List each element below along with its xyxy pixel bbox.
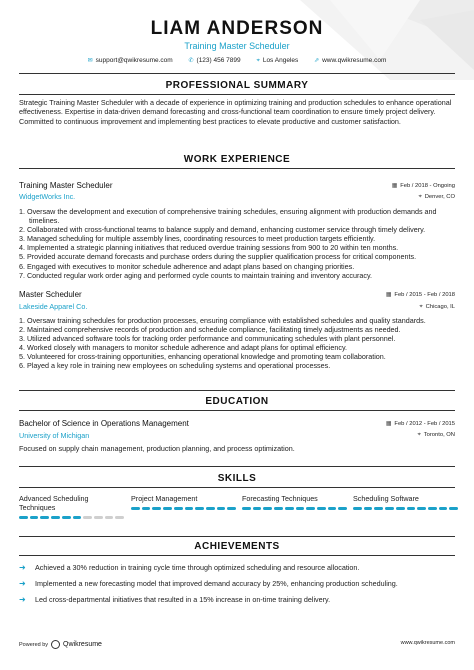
- divider: [19, 410, 455, 411]
- list-item: timelines.: [19, 216, 60, 226]
- list-item: 2. Maintained comprehensive records of production and schedule compliance, facilitating timely adjustments as needed.: [19, 325, 401, 335]
- footer-website[interactable]: www.qwikresume.com: [400, 640, 455, 646]
- skill-level-segment: [227, 507, 236, 510]
- skills-heading: SKILLS: [217, 473, 257, 484]
- degree-title: Bachelor of Science in Operations Management: [19, 419, 189, 428]
- skill-level-segment: [30, 516, 39, 519]
- divider: [19, 536, 455, 537]
- list-item: 5. Volunteered for cross-training opportunities, enhancing operational knowledge and promoting team collaboration.: [19, 352, 386, 362]
- arrow-icon: ➜: [19, 579, 26, 588]
- email-icon: ✉: [87, 58, 93, 64]
- calendar-icon: ▦: [385, 421, 392, 427]
- summary-text: Strategic Training Master Scheduler with a decade of experience in optimizing training and production schedules to enhance operational effectiveness. Expertise in data-driven demand forecasting and cross-functional team coordination to ensure timely project delivery. Committed to continuous improvement and implementing best practices to elevate productive and customer satisfaction.: [19, 98, 452, 126]
- footer-brand[interactable]: Qwikresume: [63, 640, 102, 648]
- contact-phone[interactable]: (123) 456 7899: [196, 57, 241, 64]
- skill-level-segment: [253, 507, 262, 510]
- divider: [19, 168, 455, 169]
- skill-level-segment: [285, 507, 294, 510]
- divider: [19, 73, 455, 74]
- skill-level-segment: [306, 507, 315, 510]
- location-icon: ⌖: [417, 432, 421, 438]
- qwikresume-logo-icon: [51, 640, 60, 649]
- education-description: Focused on supply chain management, production planning, and process optimization.: [19, 444, 295, 453]
- skill-item: [353, 494, 458, 503]
- skill-level-segment: [296, 507, 305, 510]
- list-item: 7. Conducted regular work order aging and performed cycle counts to maintain training and inventory accuracy.: [19, 270, 373, 280]
- calendar-icon: ▦: [385, 292, 392, 298]
- skill-level-bar: [353, 507, 458, 511]
- list-item: 6. Engaged with executives to monitor schedule adherence and adapt plans based on changing priorities.: [19, 261, 355, 271]
- list-item: 3. Utilized advanced software tools for tracking order performance and communicating schedules with plant personnel.: [19, 334, 396, 344]
- job-dates: ▦ Feb / 2015 - Feb / 2018: [385, 292, 455, 298]
- education-location: ⌖ Toronto, ON: [417, 432, 455, 438]
- list-item: 4. Worked closely with managers to monitor schedule adherence and adapt plans for optimal efficiency.: [19, 343, 348, 353]
- location-icon: ⌖: [418, 194, 422, 200]
- skill-level-segment: [396, 507, 405, 510]
- divider: [19, 487, 455, 488]
- skill-level-segment: [152, 507, 161, 510]
- achievement-item: ➜ Led cross-departmental initiatives that resulted in a 15% increase in on-time training delivery.: [19, 595, 331, 604]
- footer-powered-by: Powered by Qwikresume: [19, 640, 102, 648]
- skill-level-segment: [40, 516, 49, 519]
- list-item: 1. Oversaw training schedules for production processes, ensuring compliance with established schedules and quality standards.: [19, 316, 426, 325]
- skill-level-segment: [274, 507, 283, 510]
- skill-level-segment: [142, 507, 151, 510]
- achievement-item: ➜ Achieved a 30% reduction in training cycle time through optimized scheduling and resource allocation.: [19, 563, 360, 572]
- contact-email[interactable]: support@qwikresume.com: [95, 57, 173, 64]
- contact-bar: [0, 57, 474, 65]
- candidate-name: LIAM ANDERSON: [150, 18, 324, 39]
- skill-level-segment: [385, 507, 394, 510]
- skill-level-segment: [317, 507, 326, 510]
- skill-level-segment: [73, 516, 82, 519]
- skill-level-segment: [338, 507, 347, 510]
- skill-level-segment: [374, 507, 383, 510]
- job-location: ⌖ Denver, CO: [418, 194, 455, 200]
- skill-level-segment: [174, 507, 183, 510]
- list-item: 5. Provided accurate demand forecasts and purchase orders during the supplier qualification process for critical components.: [19, 252, 417, 262]
- skill-level-segment: [364, 507, 373, 510]
- skill-level-bar: [131, 507, 236, 511]
- skill-level-segment: [163, 507, 172, 510]
- resume-header: [0, 18, 474, 51]
- skill-level-segment: [195, 507, 204, 510]
- list-item: 1. Oversaw the development and execution of comprehensive training schedules, ensuring alignment with production demands and: [19, 207, 437, 216]
- school-name: University of Michigan: [19, 431, 90, 440]
- skill-level-bar: [19, 516, 124, 520]
- summary-heading: PROFESSIONAL SUMMARY: [165, 80, 309, 91]
- phone-icon: ✆: [188, 58, 194, 64]
- list-item: 6. Played a key role in training new employees on scheduling systems and operational processes.: [19, 361, 331, 371]
- job-company: WidgetWorks Inc.: [19, 192, 76, 201]
- skill-level-segment: [19, 516, 28, 519]
- skill-level-segment: [328, 507, 337, 510]
- skill-level-segment: [83, 516, 92, 519]
- skill-level-segment: [62, 516, 71, 519]
- skill-level-segment: [105, 516, 114, 519]
- achievements-heading: ACHIEVEMENTS: [194, 541, 280, 552]
- skill-name: Advanced Scheduling Techniques: [19, 494, 89, 512]
- skill-level-segment: [263, 507, 272, 510]
- job-bullets: [19, 207, 455, 280]
- location-icon: ⌖: [256, 58, 260, 64]
- job-title: Master Scheduler: [19, 290, 82, 299]
- contact-website[interactable]: www.qwikresume.com: [322, 57, 387, 64]
- calendar-icon: ▦: [391, 183, 398, 189]
- job-location: ⌖ Chicago, IL: [419, 304, 455, 310]
- divider: [19, 390, 455, 391]
- skill-item: [131, 494, 236, 503]
- location-icon: ⌖: [419, 304, 423, 310]
- job-title: Training Master Scheduler: [19, 181, 113, 190]
- skill-level-segment: [51, 516, 60, 519]
- skill-level-segment: [417, 507, 426, 510]
- divider: [19, 466, 455, 467]
- candidate-title: Training Master Scheduler: [184, 41, 290, 51]
- divider: [19, 94, 455, 95]
- skill-level-segment: [407, 507, 416, 510]
- achievement-item: ➜ Implemented a new forecasting model that improved demand accuracy by 25%, enhancing production scheduling.: [19, 579, 398, 588]
- job-bullets: [19, 316, 455, 371]
- list-item: 3. Managed scheduling for multiple assembly lines, coordinating resources to meet production targets efficiently.: [19, 234, 376, 244]
- skill-name: Forecasting Techniques: [242, 494, 318, 503]
- job-dates: ▦ Feb / 2018 - Ongoing: [391, 183, 455, 189]
- skill-name: Project Management: [131, 494, 198, 503]
- skill-level-segment: [115, 516, 124, 519]
- skill-level-segment: [217, 507, 226, 510]
- skill-level-bar: [242, 507, 347, 511]
- arrow-icon: ➜: [19, 563, 26, 572]
- skill-level-segment: [449, 507, 458, 510]
- skill-level-segment: [353, 507, 362, 510]
- list-item: 4. Implemented a strategic planning initiatives that reduced overdue training sessions from 900 to 20 within ten months.: [19, 243, 399, 253]
- job-company: Lakeside Apparel Co.: [19, 302, 88, 311]
- skill-level-segment: [94, 516, 103, 519]
- skill-level-segment: [242, 507, 251, 510]
- skill-item: [19, 494, 124, 512]
- link-icon: ⇗: [314, 58, 320, 64]
- skill-level-segment: [428, 507, 437, 510]
- skill-level-segment: [185, 507, 194, 510]
- arrow-icon: ➜: [19, 595, 26, 604]
- skill-name: Scheduling Software: [353, 494, 419, 503]
- list-item: 2. Collaborated with cross-functional teams to balance supply and demand, enhancing customer service through timely delivery.: [19, 225, 426, 235]
- divider: [19, 555, 455, 556]
- skill-level-segment: [439, 507, 448, 510]
- skill-level-segment: [131, 507, 140, 510]
- contact-location: Los Angeles: [262, 57, 299, 64]
- education-dates: ▦ Feb / 2012 - Feb / 2015: [385, 421, 455, 427]
- education-heading: EDUCATION: [205, 396, 269, 407]
- experience-heading: WORK EXPERIENCE: [183, 154, 291, 165]
- skill-item: [242, 494, 347, 503]
- skill-level-segment: [206, 507, 215, 510]
